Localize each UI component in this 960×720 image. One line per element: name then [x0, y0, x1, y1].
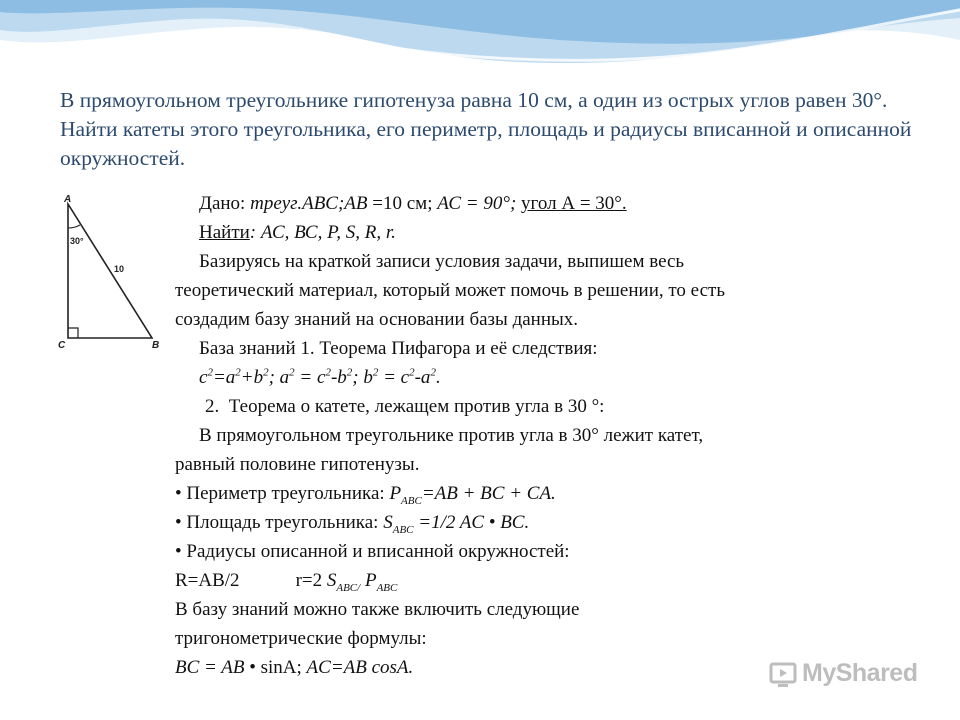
radii-line: • Радиусы описанной и вписанной окружностей: — [175, 541, 570, 562]
pythagoras-formula: $c^2=a^2+b^2$; $a^2 = c^2-b^2$; $b^2 = c^2-a^2$. — [199, 366, 441, 388]
slide-title: В прямоугольном треугольнике гипотенуза равна 10 см, а один из острых углов равен 30°. Найти катеты этого треугольника, его периметр, площадь и радиусы вписанной и описанной окружностей. — [60, 88, 912, 170]
trig-formula: BC = AB • sinA; AC=AB cosA. — [175, 657, 414, 678]
kb1-line: База знаний 1. Теорема Пифагора и её следствия: — [199, 338, 598, 359]
vertex-c-label: C — [58, 340, 66, 350]
kb2-line: 2. Теорема о катете, лежащем против угла в 30 °: — [205, 396, 605, 417]
solution-body — [175, 189, 915, 682]
watermark — [768, 658, 928, 692]
watermark-logo-icon — [768, 660, 798, 690]
area-line: • Площадь треугольника: $S_{ABC} =1/2$ AC • BC. — [175, 512, 530, 536]
angle-label: 30° — [70, 236, 84, 246]
triangle-figure — [52, 190, 174, 350]
find-line: Найти: АС, ВС, P, S, R, r. — [199, 222, 396, 243]
kb2-line-1: В прямоугольном треугольнике против угла в 30° лежит катет, — [199, 425, 704, 446]
trig-line-2: тригонометрические формулы: — [175, 628, 427, 649]
given-line: Дано: треуг.ABC;AB =10 см; АС = 90°; угол А = 30°. — [199, 193, 627, 214]
triangle-abc — [68, 204, 152, 338]
watermark-text: MyShared — [802, 659, 918, 687]
intro-line-1: Базируясь на краткой записи условия задачи, выпишем весь — [199, 251, 685, 272]
header-waves — [0, 0, 960, 100]
angle-arc — [68, 225, 80, 228]
trig-line-1: В базу знаний можно также включить следующие — [175, 599, 580, 620]
right-angle-mark — [68, 328, 78, 338]
radii-formula: R=AB/2 r=2 $S_{ABC/}$ $P_{ABC}$ — [175, 570, 398, 594]
vertex-a-label: A — [64, 194, 72, 205]
kb2-line-2: равный половине гипотенузы. — [175, 454, 420, 475]
side-label: 10 — [114, 264, 125, 274]
vertex-b-label: B — [152, 340, 160, 350]
wave-line-2 — [0, 44, 360, 61]
perimeter-line: • Периметр треугольника: $P_{ABC}=AB$ + BC + CA. — [175, 483, 556, 507]
intro-line-2: теоретический материал, который может помочь в решении, то есть — [175, 280, 725, 301]
intro-line-3: создадим базу знаний на основании базы данных. — [175, 309, 579, 330]
